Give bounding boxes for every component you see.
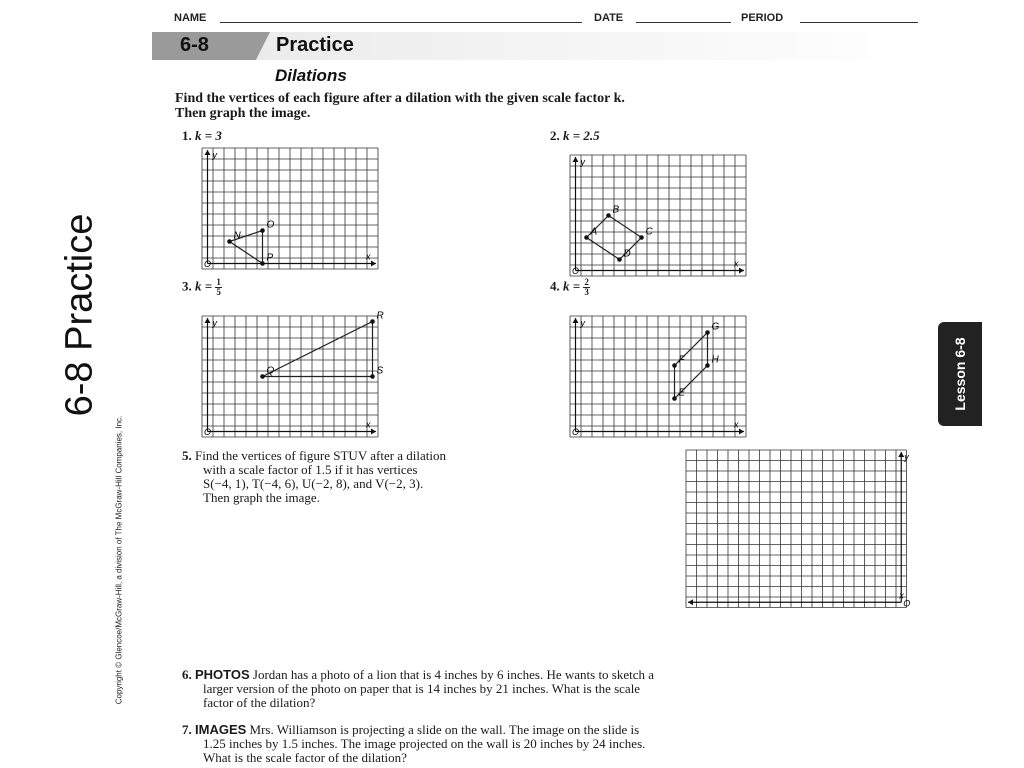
y-axis-arrow xyxy=(573,318,579,323)
origin-label: O xyxy=(204,259,212,269)
lesson-number-tab xyxy=(152,32,270,60)
instructions-line-1: Find the vertices of each figure after a dilation with the given scale factor k. xyxy=(175,91,625,106)
x-axis-arrow xyxy=(371,429,376,435)
name-label: NAME xyxy=(174,12,207,24)
vertex-a xyxy=(584,235,589,240)
date-blank[interactable] xyxy=(636,22,731,23)
vertex-label-b: B xyxy=(612,204,620,216)
vertex-o xyxy=(260,228,265,233)
lesson-tab xyxy=(938,322,982,426)
page-subtitle: Dilations xyxy=(275,66,347,85)
question-6-line-1: Jordan has a photo of a lion that is 4 inches by 6 inches. He wants to sketch a xyxy=(252,667,655,682)
vertex-label-p: P xyxy=(266,252,274,264)
vertex-label-f: F xyxy=(678,354,685,366)
problem-3-label xyxy=(182,278,222,297)
question-6-keyword: PHOTOS xyxy=(195,667,250,682)
problem-3-denominator: 5 xyxy=(216,287,221,297)
instructions-line-2: Then graph the image. xyxy=(175,106,311,121)
origin-label: O xyxy=(204,427,212,437)
origin-label: O xyxy=(572,427,580,437)
vertex-h xyxy=(705,363,710,368)
question-5-number: 5. xyxy=(182,448,192,463)
problem-4-denominator: 3 xyxy=(584,287,589,297)
x-axis-label: x xyxy=(366,419,371,430)
question-6-number: 6. xyxy=(182,667,192,682)
vertex-d xyxy=(617,257,622,262)
vertex-label-g: G xyxy=(711,321,720,333)
vertex-q xyxy=(260,374,265,379)
vertex-label-e: E xyxy=(678,387,686,399)
origin-label: O xyxy=(572,266,580,276)
question-5 xyxy=(182,449,622,505)
y-axis-arrow xyxy=(205,318,211,323)
problem-4-label xyxy=(550,278,590,297)
problem-3-numerator: 1 xyxy=(216,277,221,287)
graph-1[interactable] xyxy=(202,148,378,270)
graph-2[interactable] xyxy=(570,155,746,277)
graph-5[interactable] xyxy=(686,450,910,608)
question-7-keyword: IMAGES xyxy=(195,722,247,737)
vertex-label-r: R xyxy=(376,310,384,322)
vertex-c xyxy=(639,235,644,240)
date-label: DATE xyxy=(594,12,624,24)
problem-4-numerator: 2 xyxy=(584,277,589,287)
vertex-s xyxy=(370,374,375,379)
x-axis-arrow xyxy=(688,599,693,605)
problem-1-number: 1. xyxy=(182,128,192,143)
origin-label: O xyxy=(903,598,911,609)
vertex-label-q: Q xyxy=(266,365,275,377)
x-axis-label: x xyxy=(899,590,904,601)
question-7 xyxy=(182,723,942,765)
vertex-p xyxy=(260,261,265,266)
x-axis-arrow xyxy=(739,268,744,274)
question-6-line-3: factor of the dilation? xyxy=(203,695,316,710)
y-axis-arrow xyxy=(205,150,211,155)
vertex-label-s: S xyxy=(376,365,384,377)
graph-3[interactable] xyxy=(202,310,384,438)
problem-4-number: 4. xyxy=(550,278,560,294)
x-axis-arrow xyxy=(371,261,376,267)
vertex-label-h: H xyxy=(711,354,719,366)
question-7-line-1: Mrs. Williamson is projecting a slide on the wall. The image on the slide is xyxy=(249,722,640,737)
side-title-text: 6-8 Practice xyxy=(58,213,101,417)
question-6-line-2: larger version of the photo on paper that is 14 inches by 21 inches. What is the scale xyxy=(203,681,641,696)
problem-2-label xyxy=(550,128,600,144)
vertex-n xyxy=(227,239,232,244)
question-6 xyxy=(182,668,942,710)
y-axis-label: y xyxy=(580,318,585,328)
vertex-label-n: N xyxy=(233,230,241,242)
vertex-label-c: C xyxy=(645,226,653,238)
instructions xyxy=(175,91,895,121)
y-axis-label: y xyxy=(212,318,217,328)
x-axis-label: x xyxy=(734,258,739,269)
lesson-tab-text: Lesson 6-8 xyxy=(952,337,968,411)
problem-1-scale-factor: k = 3 xyxy=(195,128,222,143)
question-7-line-2: 1.25 inches by 1.5 inches. The image projected on the wall is 20 inches by 24 inches. xyxy=(203,736,646,751)
lesson-number: 6-8 xyxy=(180,34,209,56)
y-axis-label: y xyxy=(904,452,909,462)
period-blank[interactable] xyxy=(800,22,918,23)
y-axis-arrow xyxy=(573,157,579,162)
vertex-label-o: O xyxy=(266,219,275,231)
problem-4-scale-prefix: k = xyxy=(563,278,581,294)
vertex-e xyxy=(672,396,677,401)
x-axis-label: x xyxy=(366,251,371,262)
vertex-b xyxy=(606,213,611,218)
name-blank[interactable] xyxy=(220,22,582,23)
y-axis-label: y xyxy=(580,157,585,167)
vertex-label-d: D xyxy=(623,248,631,260)
x-axis-arrow xyxy=(739,429,744,435)
y-axis-label: y xyxy=(212,150,217,160)
period-label: PERIOD xyxy=(741,12,784,24)
page-title: Practice xyxy=(276,34,354,56)
vertex-label-a: A xyxy=(590,226,598,238)
problem-1-label xyxy=(182,128,222,144)
problem-4-fraction xyxy=(583,278,590,297)
problem-2-number: 2. xyxy=(550,128,560,143)
question-5-line-4: Then graph the image. xyxy=(203,490,320,505)
question-5-line-2: with a scale factor of 1.5 if it has vertices xyxy=(203,462,418,477)
vertex-r xyxy=(370,319,375,324)
problem-3-number: 3. xyxy=(182,278,192,294)
vertex-g xyxy=(705,330,710,335)
x-axis-label: x xyxy=(734,419,739,430)
question-7-number: 7. xyxy=(182,722,192,737)
problem-3-scale-prefix: k = xyxy=(195,278,213,294)
problem-2-scale-factor: k = 2.5 xyxy=(563,128,600,143)
question-5-line-1: Find the vertices of figure STUV after a dilation xyxy=(195,448,447,463)
question-5-line-3: S(−4, 1), T(−4, 6), U(−2, 8), and V(−2, 3). xyxy=(203,476,424,491)
graph-4[interactable] xyxy=(570,316,746,438)
side-title xyxy=(50,170,110,460)
vertex-f xyxy=(672,363,677,368)
question-7-line-3: What is the scale factor of the dilation? xyxy=(203,750,407,765)
problem-3-fraction xyxy=(215,278,222,297)
copyright-notice xyxy=(111,415,127,705)
copyright-text: Copyright © Glencoe/McGraw-Hill, a division of The McGraw-Hill Companies, Inc. xyxy=(114,415,124,705)
